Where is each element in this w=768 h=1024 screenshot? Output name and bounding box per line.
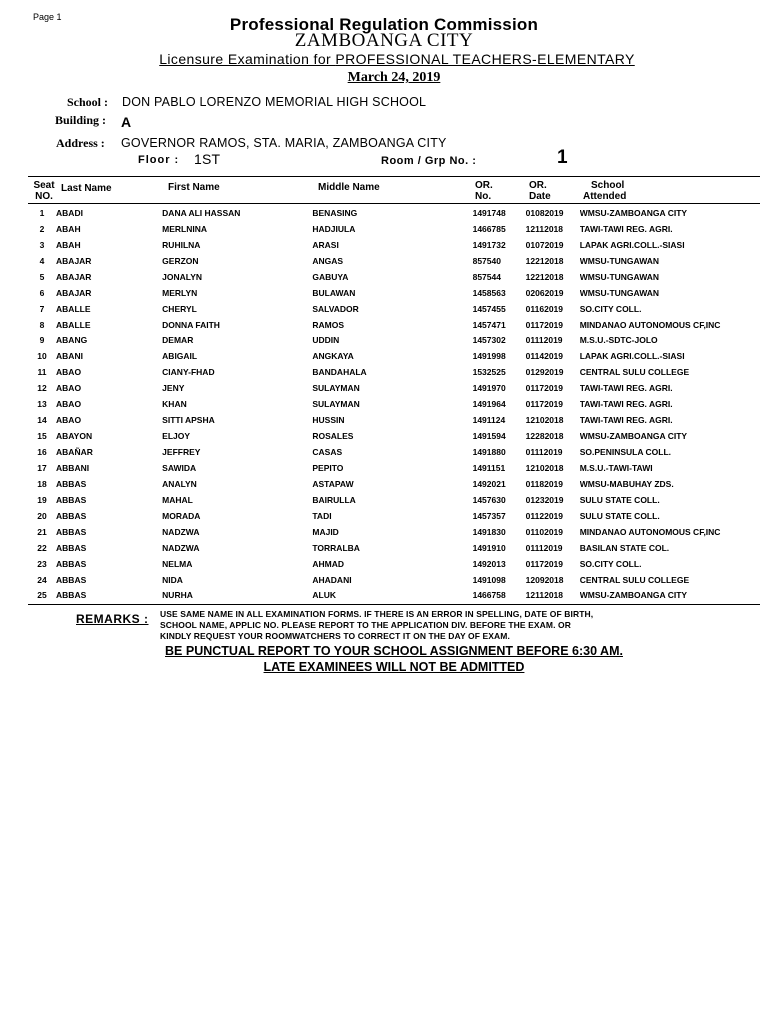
last-name-cell: ABBAS [56,558,87,569]
middle-name-cell: SULAYMAN [312,399,360,410]
last-name-cell: ABALLE [56,303,91,314]
or-number-cell: 1532525 [472,367,506,378]
last-name-cell: ABAH [56,223,81,234]
school-attended-cell: MINDANAO AUTONOMOUS CF,INC [579,319,721,330]
table-row [28,428,760,444]
school-attended-cell: SULU STATE COLL. [579,510,660,521]
seat-number-cell: 20 [37,510,47,521]
middle-name-cell: BENASING [312,207,358,218]
remarks-text [160,609,680,642]
or-date-cell: 01162019 [525,303,564,314]
or-date-cell: 12282018 [525,431,564,442]
table-row [28,301,760,317]
last-name-cell: ABAJAR [56,287,92,298]
table-row [28,380,760,396]
table-row [28,492,760,508]
first-name-cell: MORADA [162,510,201,521]
last-name-cell: ABAJAR [56,271,92,282]
middle-name-cell: HUSSIN [312,415,345,426]
table-row [28,205,760,221]
seat-number-cell: 2 [39,223,45,234]
or-number-cell: 1492021 [472,478,506,489]
col-first-name-header: First Name [168,182,220,193]
last-name-cell: ABBAS [56,510,87,521]
or-date-cell: 01172019 [525,319,564,330]
table-row [28,412,760,428]
seat-number-cell: 24 [37,574,47,585]
middle-name-cell: SALVADOR [312,303,359,314]
last-name-cell: ABBAS [56,526,87,537]
or-number-cell: 1466785 [472,223,506,234]
middle-name-cell: BULAWAN [312,287,356,298]
col-school-header [583,180,626,202]
school-attended-cell: BASILAN STATE COL. [579,542,670,553]
middle-name-cell: SULAYMAN [312,383,360,394]
first-name-cell: ELJOY [162,431,191,442]
first-name-cell: DEMAR [162,335,194,346]
address-label: Address : [56,136,105,150]
building-label: Building : [55,113,107,127]
or-number-cell: 1457455 [472,303,506,314]
school-attended-cell: TAWI-TAWI REG. AGRI. [579,383,673,394]
seat-number-cell: 19 [37,494,47,505]
table-row [28,253,760,269]
last-name-cell: ABAO [56,399,82,410]
table-header-rule [28,203,760,204]
seat-number-cell: 1 [39,207,45,218]
col-or-date-header-line1: OR. [529,180,547,191]
or-number-cell: 1466758 [472,590,506,601]
seat-number-cell: 15 [37,431,47,442]
first-name-cell: JENY [162,383,185,394]
last-name-cell: ABAYON [56,431,93,442]
school-attended-cell: SO.CITY COLL. [579,303,642,314]
seat-number-cell: 3 [39,239,45,250]
first-name-cell: KHAN [162,399,187,410]
table-row [28,572,760,588]
table-row [28,588,760,604]
building-value: A [121,114,132,130]
remarks-label: REMARKS : [76,612,149,626]
late-notice: LATE EXAMINEES WILL NOT BE ADMITTED [263,660,525,674]
school-attended-cell: TAWI-TAWI REG. AGRI. [579,415,673,426]
or-date-cell: 12112018 [525,223,564,234]
table-row [28,508,760,524]
seat-number-cell: 25 [37,590,47,601]
table-row [28,444,760,460]
first-name-cell: GERZON [162,255,199,266]
floor-label: Floor : [138,154,180,166]
or-date-cell: 01292019 [525,367,564,378]
school-attended-cell: WMSU-ZAMBOANGA CITY [579,431,688,442]
examinee-table [28,205,760,603]
room-label: Room / Grp No. : [381,155,477,167]
or-number-cell: 1492013 [472,558,506,569]
col-or-date-header [529,180,551,202]
or-number-cell: 1491748 [472,207,506,218]
last-name-cell: ABAÑAR [56,447,93,458]
or-number-cell: 1457302 [472,335,506,346]
last-name-cell: ABBAS [56,478,87,489]
school-attended-cell: WMSU-MABUHAY ZDS. [579,478,674,489]
col-seat-header-line1: Seat [33,180,55,191]
table-row [28,460,760,476]
seat-number-cell: 22 [37,542,47,553]
school-attended-cell: TAWI-TAWI REG. AGRI. [579,399,673,410]
col-middle-name-header: Middle Name [318,182,380,193]
or-number-cell: 1457357 [472,510,506,521]
seat-number-cell: 13 [37,399,47,410]
remarks-line-3: KINDLY REQUEST YOUR ROOMWATCHERS TO CORRECT IT ON THE DAY OF EXAM. [160,631,510,641]
col-last-name-header: Last Name [61,183,112,194]
first-name-cell: MERLNINA [162,223,208,234]
last-name-cell: ABAO [56,383,82,394]
punctual-notice: BE PUNCTUAL REPORT TO YOUR SCHOOL ASSIGNMENT BEFORE 6:30 AM. [165,644,623,658]
table-row [28,237,760,253]
middle-name-cell: ASTAPAW [312,478,354,489]
seat-number-cell: 6 [39,287,45,298]
first-name-cell: CHERYL [162,303,197,314]
or-number-cell: 1491124 [472,415,506,426]
or-date-cell: 12112018 [525,590,564,601]
seat-number-cell: 4 [39,255,45,266]
seat-number-cell: 8 [39,319,45,330]
school-attended-cell: CENTRAL SULU COLLEGE [579,574,690,585]
middle-name-cell: UDDIN [312,335,340,346]
table-row [28,540,760,556]
last-name-cell: ABALLE [56,319,91,330]
or-number-cell: 1491970 [472,383,506,394]
first-name-cell: NURHA [162,590,193,601]
last-name-cell: ABBAS [56,574,87,585]
or-number-cell: 1458563 [472,287,506,298]
school-attended-cell: TAWI-TAWI REG. AGRI. [579,223,673,234]
seat-number-cell: 11 [37,367,47,378]
school-attended-cell: LAPAK AGRI.COLL.-SIASI [579,239,685,250]
or-number-cell: 1491998 [472,351,506,362]
floor-value: 1ST [194,151,221,167]
school-value: DON PABLO LORENZO MEMORIAL HIGH SCHOOL [122,95,427,109]
table-row [28,221,760,237]
middle-name-cell: TADI [312,510,332,521]
first-name-cell: SAWIDA [162,462,197,473]
middle-name-cell: MAJID [312,526,339,537]
or-date-cell: 01172019 [525,383,564,394]
school-attended-cell: WMSU-ZAMBOANGA CITY [579,590,688,601]
examinee-table-body [28,205,760,603]
first-name-cell: NIDA [162,574,183,585]
middle-name-cell: BANDAHALA [312,367,367,378]
school-attended-cell: WMSU-TUNGAWAN [579,255,660,266]
or-date-cell: 01122019 [525,510,564,521]
seat-number-cell: 10 [37,351,47,362]
first-name-cell: NADZWA [162,526,200,537]
school-attended-cell: M.S.U.-TAWI-TAWI [579,462,653,473]
first-name-cell: JEFFREY [162,447,201,458]
city-title: ZAMBOANGA CITY [294,30,474,51]
first-name-cell: DANA ALI HASSAN [162,207,241,218]
table-row [28,333,760,349]
or-number-cell: 1457630 [472,494,506,505]
seat-number-cell: 16 [37,447,47,458]
table-row [28,476,760,492]
school-attended-cell: WMSU-TUNGAWAN [579,287,660,298]
middle-name-cell: ANGAS [312,255,344,266]
middle-name-cell: ARASI [312,239,339,250]
table-top-rule [28,176,760,177]
school-label: School : [67,95,109,109]
table-row [28,524,760,540]
school-attended-cell: SO.CITY COLL. [579,558,642,569]
col-school-header-line1: School [591,180,625,191]
middle-name-cell: ANGKAYA [312,351,354,362]
middle-name-cell: GABUYA [312,271,349,282]
or-number-cell: 1491594 [472,431,506,442]
first-name-cell: CIANY-FHAD [162,367,215,378]
or-date-cell: 12092018 [525,574,564,585]
school-attended-cell: WMSU-ZAMBOANGA CITY [579,207,688,218]
last-name-cell: ABAO [56,415,82,426]
remarks-line-1: USE SAME NAME IN ALL EXAMINATION FORMS. IF THERE IS AN ERROR IN SPELLING, DATE OF BIRTH, [160,609,594,619]
first-name-cell: MAHAL [162,494,193,505]
middle-name-cell: PEPITO [312,462,344,473]
seat-number-cell: 18 [37,478,47,489]
col-or-no-header [475,180,493,202]
school-attended-cell: LAPAK AGRI.COLL.-SIASI [579,351,685,362]
last-name-cell: ABANI [56,351,83,362]
last-name-cell: ABAJAR [56,255,92,266]
middle-name-cell: AHADANI [312,574,352,585]
middle-name-cell: CASAS [312,447,343,458]
exam-title [0,51,768,67]
first-name-cell: SITTI APSHA [162,415,215,426]
or-date-cell: 01102019 [525,526,564,537]
col-or-date-header-line2: Date [529,191,551,202]
school-attended-cell: CENTRAL SULU COLLEGE [579,367,690,378]
or-date-cell: 01182019 [525,478,564,489]
or-date-cell: 01172019 [525,558,564,569]
last-name-cell: ABADI [56,207,83,218]
seat-number-cell: 21 [37,526,47,537]
or-number-cell: 857544 [472,271,501,282]
seat-number-cell: 7 [39,303,45,314]
first-name-cell: ABIGAIL [162,351,198,362]
table-row [28,285,760,301]
middle-name-cell: ROSALES [312,431,354,442]
seat-number-cell: 23 [37,558,47,569]
seat-number-cell: 17 [37,462,47,473]
first-name-cell: JONALYN [162,271,203,282]
or-date-cell: 01112019 [525,542,563,553]
exam-name: PROFESSIONAL TEACHERS-ELEMENTARY [335,51,635,67]
or-date-cell: 01082019 [525,207,564,218]
seat-number-cell: 9 [39,335,45,346]
last-name-cell: ABBAS [56,494,87,505]
or-date-cell: 12102018 [525,462,564,473]
school-attended-cell: SO.PENINSULA COLL. [579,447,672,458]
or-number-cell: 1491151 [472,462,506,473]
commission-title: Professional Regulation Commission [229,15,539,34]
or-date-cell: 01172019 [525,399,564,410]
seat-number-cell: 12 [37,383,47,394]
school-attended-cell: SULU STATE COLL. [579,494,660,505]
table-row [28,364,760,380]
last-name-cell: ABBANI [56,462,90,473]
last-name-cell: ABAO [56,367,82,378]
school-attended-cell: M.S.U.-SDTC-JOLO [579,335,658,346]
col-seat-header [30,180,58,202]
or-date-cell: 12212018 [525,271,564,282]
col-seat-header-line2: NO. [35,191,53,202]
page-number-label: Page 1 [33,12,62,22]
first-name-cell: RUHILNA [162,239,201,250]
or-number-cell: 1491964 [472,399,506,410]
first-name-cell: DONNA FAITH [162,319,220,330]
or-date-cell: 12102018 [525,415,564,426]
school-attended-cell: WMSU-TUNGAWAN [579,271,660,282]
first-name-cell: NELMA [162,558,193,569]
table-row [28,556,760,572]
table-row [28,317,760,333]
seat-number-cell: 5 [39,271,45,282]
or-date-cell: 01112019 [525,447,563,458]
exam-date: March 24, 2019 [347,70,441,85]
seat-number-cell: 14 [37,415,47,426]
remarks-line-2: SCHOOL NAME, APPLIC NO. PLEASE REPORT TO THE APPLICATION DIV. BEFORE THE EXAM. OR [160,620,571,630]
middle-name-cell: RAMOS [312,319,345,330]
or-date-cell: 02062019 [525,287,564,298]
or-number-cell: 1491732 [472,239,506,250]
table-bottom-rule [28,604,760,605]
first-name-cell: NADZWA [162,542,200,553]
or-number-cell: 1491830 [472,526,506,537]
or-number-cell: 1491098 [472,574,506,585]
middle-name-cell: AHMAD [312,558,345,569]
middle-name-cell: HADJIULA [312,223,356,234]
or-date-cell: 12212018 [525,255,564,266]
first-name-cell: ANALYN [162,478,197,489]
or-number-cell: 1491910 [472,542,506,553]
or-number-cell: 1457471 [472,319,506,330]
or-date-cell: 01232019 [525,494,564,505]
school-attended-cell: MINDANAO AUTONOMOUS CF,INC [579,526,721,537]
last-name-cell: ABAH [56,239,81,250]
or-number-cell: 1491880 [472,447,506,458]
address-value: GOVERNOR RAMOS, STA. MARIA, ZAMBOANGA CITY [121,136,447,150]
exam-prefix: Licensure Examination for [159,51,336,67]
table-row [28,269,760,285]
last-name-cell: ABANG [56,335,88,346]
middle-name-cell: BAIRULLA [312,494,356,505]
table-row [28,348,760,364]
last-name-cell: ABBAS [56,542,87,553]
col-school-header-line2: Attended [583,191,627,202]
or-date-cell: 01072019 [525,239,564,250]
last-name-cell: ABBAS [56,590,87,601]
middle-name-cell: TORRALBA [312,542,360,553]
table-row [28,396,760,412]
col-or-no-header-line1: OR. [475,180,493,191]
room-value: 1 [557,147,568,168]
or-date-cell: 01112019 [525,335,563,346]
or-number-cell: 857540 [472,255,501,266]
col-or-no-header-line2: No. [475,191,492,202]
or-date-cell: 01142019 [525,351,564,362]
first-name-cell: MERLYN [162,287,198,298]
middle-name-cell: ALUK [312,590,336,601]
